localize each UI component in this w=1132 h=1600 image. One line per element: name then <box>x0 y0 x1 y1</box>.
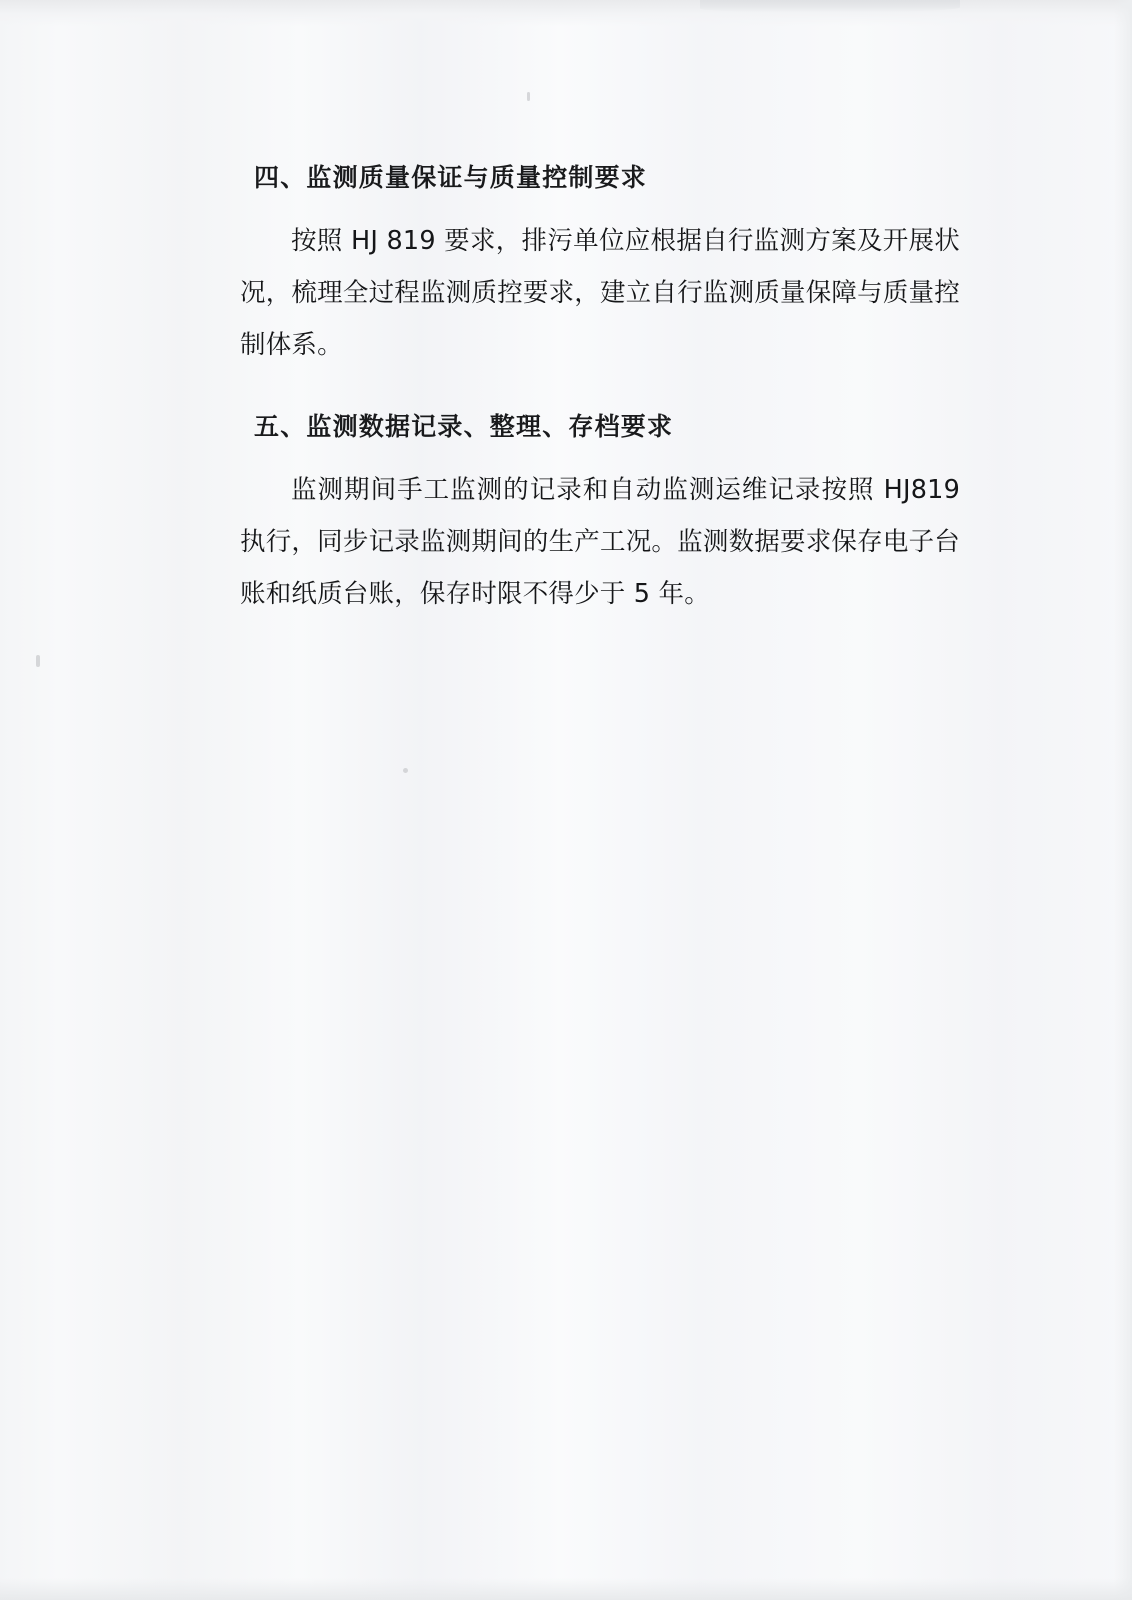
section-heading-five: 五、监测数据记录、整理、存档要求 <box>254 412 674 441</box>
scan-bottom-edge <box>0 1578 1132 1600</box>
section-heading-four: 四、监测质量保证与质量控制要求 <box>254 163 648 192</box>
scan-right-edge <box>1114 0 1132 1600</box>
scan-speck <box>36 655 40 667</box>
section-paragraph-four: 按照 HJ 819 要求，排污单位应根据自行监测方案及开展状况，梳理全过程监测质控要求，建立自行监测质量保障与质量控制体系。 <box>240 226 960 360</box>
document-body <box>240 160 960 646</box>
section-spacer <box>240 397 960 409</box>
section-paragraph-five: 监测期间手工监测的记录和自动监测运维记录按照 HJ819 执行，同步记录监测期间的生产工况。监测数据要求保存电子台账和纸质台账，保存时限不得少于 5 年。 <box>240 475 960 609</box>
scan-top-edge <box>0 0 1132 26</box>
scan-speck <box>403 768 408 773</box>
scan-speck <box>527 92 530 101</box>
